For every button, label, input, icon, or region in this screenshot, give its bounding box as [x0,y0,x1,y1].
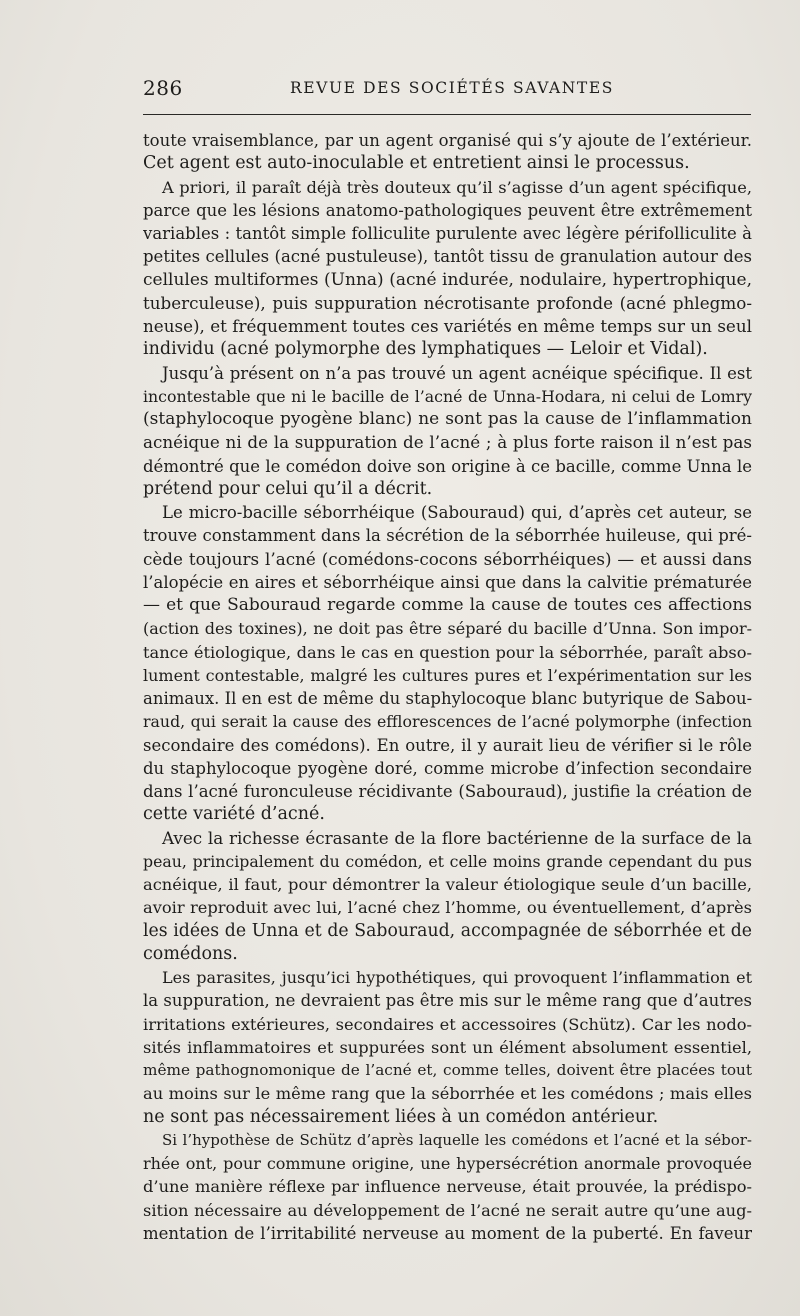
text-line: au moins sur le même rang que la séborrhée et les comédons ; mais elles [143,1084,752,1104]
text-line: cellules multiformes (Unna) (acné indurée, nodulaire, hypertrophique, [143,269,752,290]
text-line: sition nécessaire au développement de l’acné ne serait autre qu’une aug- [143,1200,752,1220]
text-line: les idées de Unna et de Sabouraud, accompagnée de séborrhée et de [143,920,752,941]
text-line: trouve constamment dans la sécrétion de la séborrhée huileuse, qui pré- [143,526,752,546]
text-line: Les parasites, jusqu’ici hypothétiques, qui provoquent l’inflammation et [162,968,752,987]
text-line: avoir reproduit avec lui, l’acné chez l’homme, ou éventuellement, d’après [143,898,752,918]
text-line: acnéique, il faut, pour démontrer la valeur étiologique seule d’un bacille, [143,875,752,894]
text-line: ne sont pas nécessairement liées à un comédon antérieur. [143,1106,659,1127]
text-line: la suppuration, ne devraient pas être mis sur le même rang que d’autres [143,991,752,1011]
text-line: (staphylocoque pyogène blanc) ne sont pas la cause de l’inflammation [143,409,752,429]
text-line: Le micro-bacille séborrhéique (Sabouraud) qui, d’après cet auteur, se [162,503,752,522]
text-line: individu (acné polymorphe des lymphatiques — Leloir et Vidal). [143,339,708,360]
text-line: Avec la richesse écrasante de la flore bactérienne de la surface de la [162,827,752,848]
text-line: variables : tantôt simple folliculite purulente avec légère périfolliculite à [143,224,752,243]
text-line: cède toujours l’acné (comédons-cocons séborrhéiques) — et aussi dans [143,548,752,569]
text-line: même pathognomonique de l’acné et, comme telles, doivent être placées tout [143,1061,752,1079]
page-header [143,76,748,102]
text-line: A priori, il paraît déjà très douteux qu’il s’agisse d’un agent spécifique, [162,177,752,197]
text-line: tuberculeuse), puis suppuration nécrotisante profonde (acné phlegmo- [143,292,752,313]
header-rule [143,114,751,115]
text-line: (action des toxines), ne doit pas être séparé du bacille d’Unna. Son impor- [143,619,752,639]
text-line: Cet agent est auto-inoculable et entretient ainsi le processus. [143,153,690,174]
text-line: animaux. Il en est de même du staphylocoque blanc butyrique de Sabou- [143,689,752,708]
text-line: toute vraisemblance, par un agent organisé qui s’y ajoute de l’extérieur. [143,131,752,150]
text-line: tance étiologique, dans le cas en question pour la séborrhée, paraît abso- [143,642,752,662]
text-line: prétend pour celui qu’il a décrit. [143,478,433,499]
text-line: irritations extérieures, secondaires et accessoires (Schütz). Car les nodo- [143,1014,752,1034]
text-line: raud, qui serait la cause des efflorescences de l’acné polymorphe (infection [143,712,752,732]
text-line: petites cellules (acné pustuleuse), tantôt tissu de granulation autour des [143,247,752,267]
text-line: dans l’acné furonculeuse récidivante (Sabouraud), justifie la création de [143,782,752,801]
text-line: Jusqu’à présent on n’a pas trouvé un agent acnéique spécifique. Il est [162,363,752,383]
running-title: REVUE DES SOCIÉTÉS SAVANTES [290,79,615,97]
text-line: d’une manière réflexe par influence nerveuse, était prouvée, la prédispo- [143,1177,752,1197]
text-line: neuse), et fréquemment toutes ces variétés en même temps sur un seul [143,316,752,336]
text-line: peau, principalement du comédon, et celle moins grande cependant du pus [143,851,752,871]
text-line: parce que les lésions anatomo-pathologiques peuvent être extrêmement [143,200,752,220]
text-line: — et que Sabouraud regarde comme la cause de toutes ces affections [143,595,752,615]
text-line: cette variété d’acné. [143,804,325,825]
text-line: sités inflammatoires et suppurées sont un élément absolument essentiel, [143,1037,752,1057]
text-line: comédons. [143,943,238,964]
text-line: l’alopécie en aires et séborrhéique ainsi que dans la calvitie prématurée [143,572,752,592]
body-text [143,129,752,1245]
text-line: lument contestable, malgré les cultures pures et l’expérimentation sur les [143,665,752,685]
page-number: 286 [143,76,183,100]
text-line: du staphylocoque pyogène doré, comme microbe d’infection secondaire [143,758,752,778]
text-line: secondaire des comédons). En outre, il y aurait lieu de vérifier si le rôle [143,735,752,755]
text-line: acnéique ni de la suppuration de l’acné ; à plus forte raison il n’est pas [143,432,752,453]
text-line: rhée ont, pour commune origine, une hypersécrétion anormale provoquée [143,1154,752,1173]
text-line: démontré que le comédon doive son origine à ce bacille, comme Unna le [143,456,752,476]
text-line: Si l’hypothèse de Schütz d’après laquelle les comédons et l’acné et la sébor- [162,1130,752,1149]
text-line: mentation de l’irritabilité nerveuse au moment de la puberté. En faveur [143,1223,752,1243]
text-line: incontestable que ni le bacille de l’acné de Unna-Hodara, ni celui de Lomry [143,386,752,406]
